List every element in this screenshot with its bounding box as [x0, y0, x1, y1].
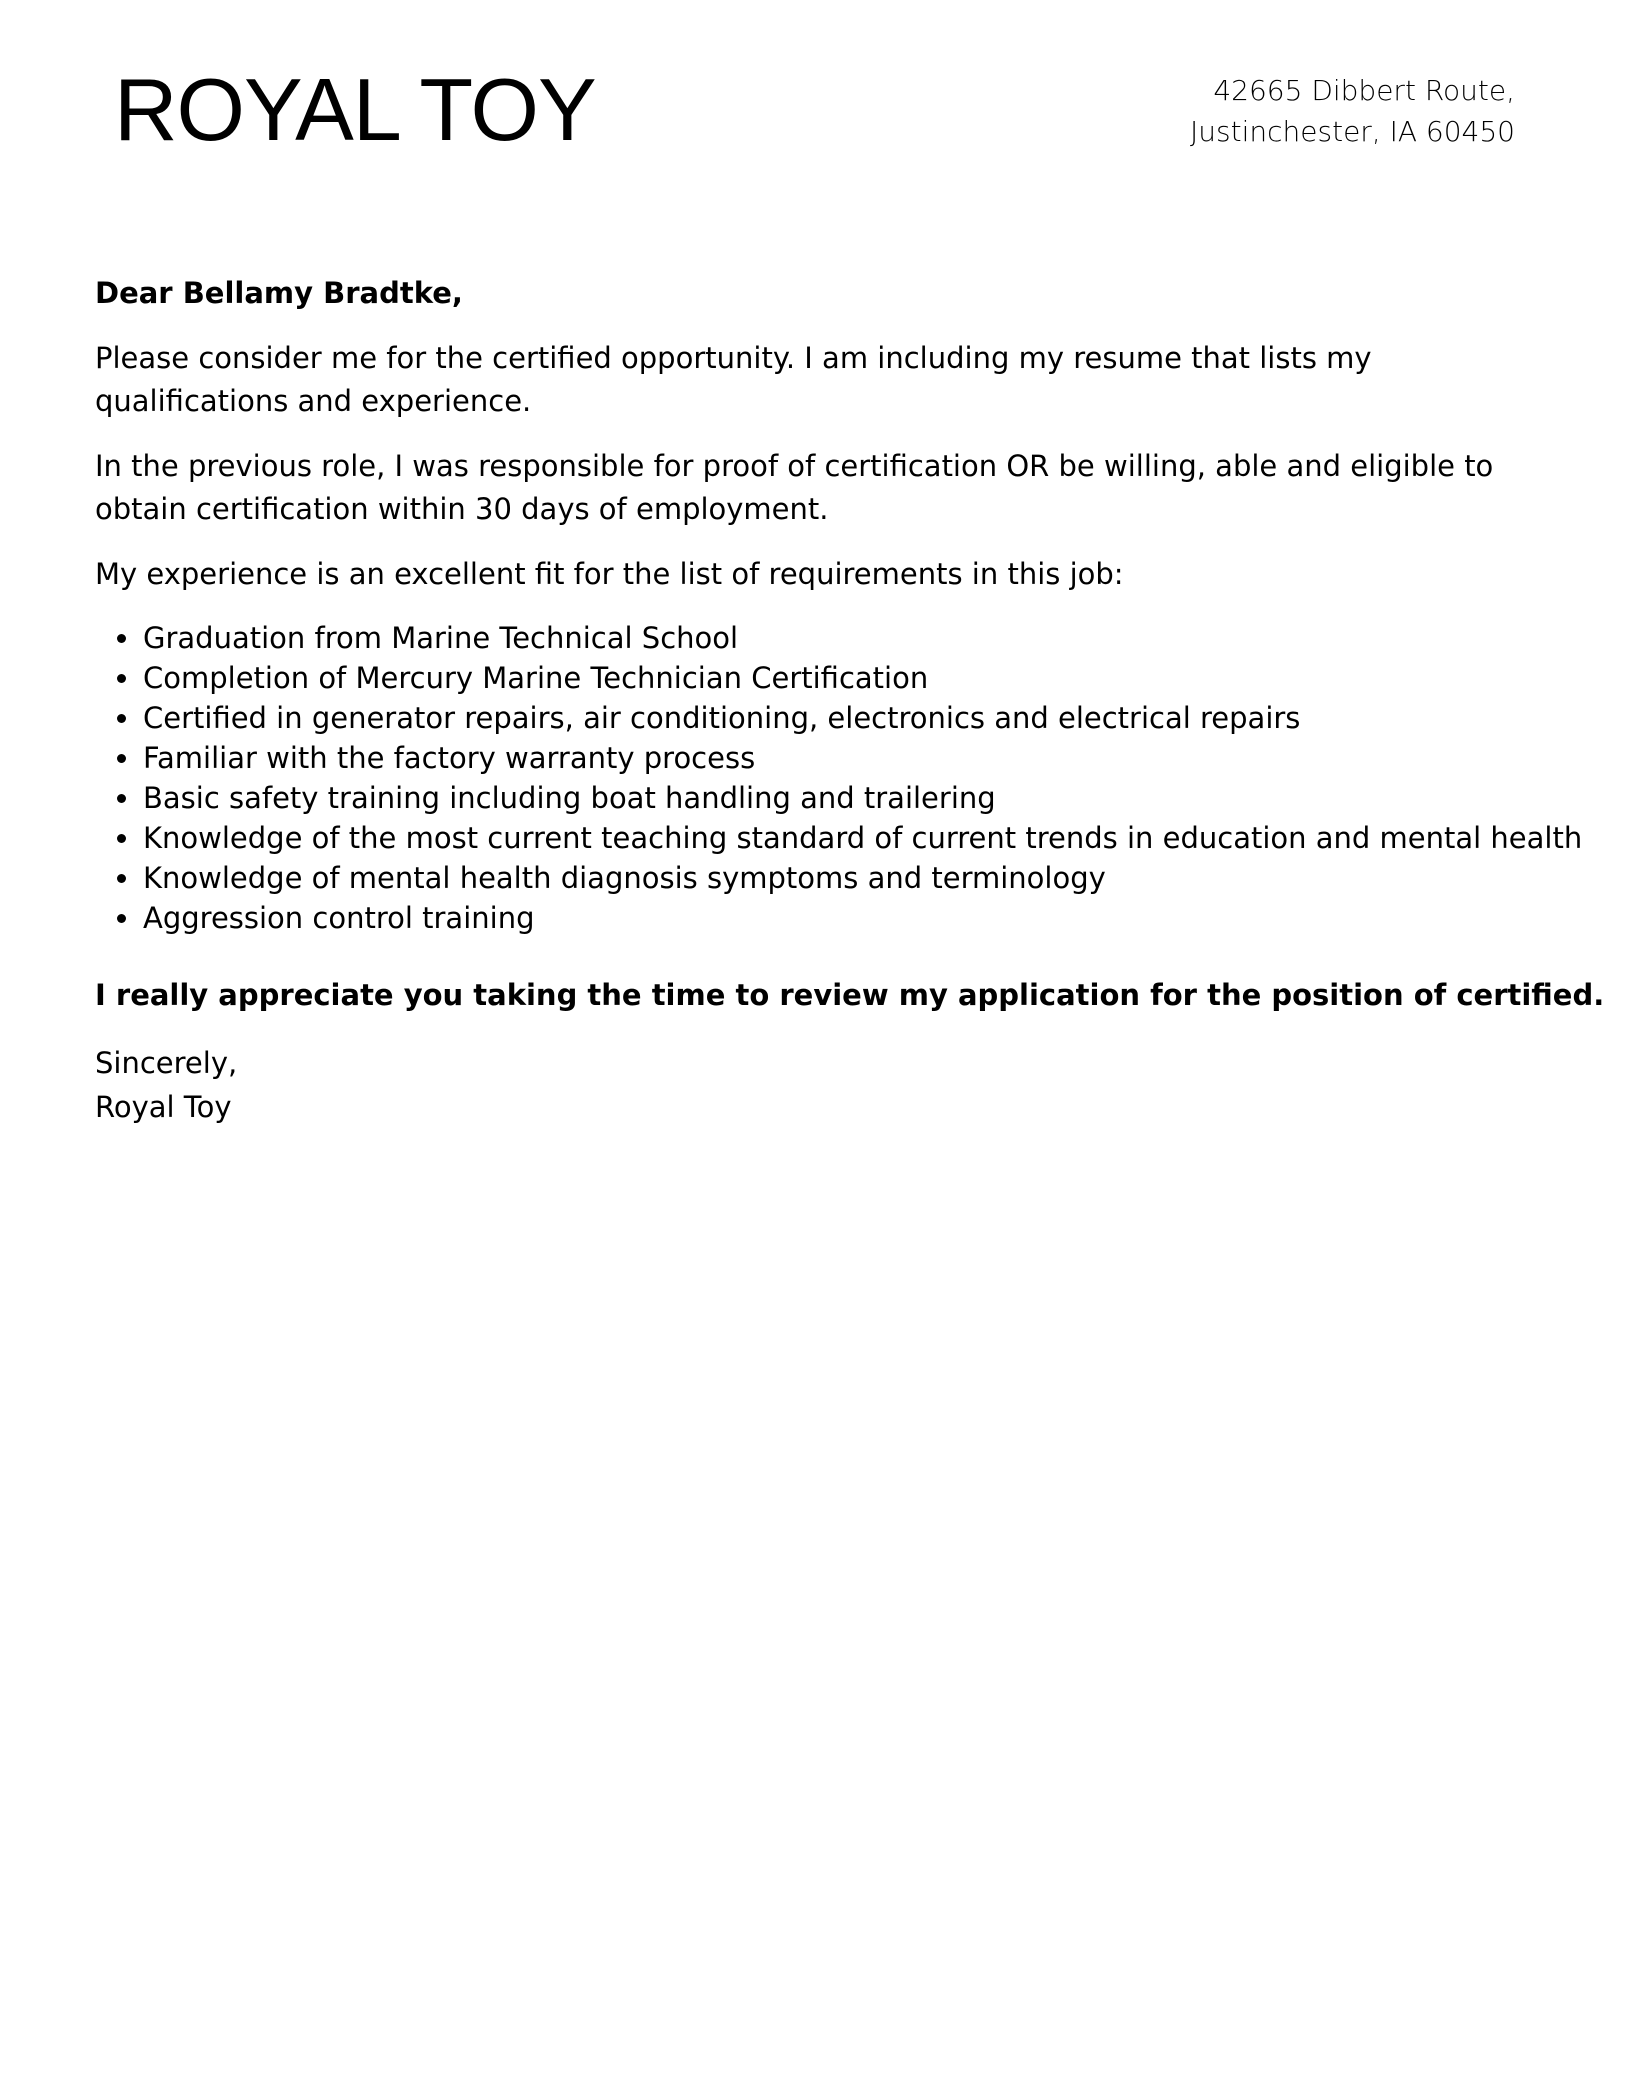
list-item-text: Certified in generator repairs, air conditioning, electronics and electrical repairs	[143, 701, 1301, 735]
list-item	[95, 618, 1555, 658]
address-line-2: Justinchester, IA 60450	[1190, 115, 1515, 148]
bullet-icon	[117, 914, 126, 923]
paragraph-requirements-lead: My experience is an excellent fit for the list of requirements in this job:	[95, 557, 1124, 591]
list-item-text: Knowledge of mental health diagnosis symptoms and terminology	[143, 861, 1106, 895]
list-item	[95, 898, 1555, 938]
signoff: Sincerely,	[95, 1046, 238, 1080]
list-item	[95, 658, 1555, 698]
bullet-icon	[117, 674, 126, 683]
bullet-icon	[117, 634, 126, 643]
letter-body	[95, 272, 1605, 1129]
closing-statement: I really appreciate you taking the time to review my application for the position of certified.	[95, 978, 1605, 1012]
applicant-address	[1190, 70, 1515, 152]
list-item	[95, 778, 1555, 818]
paragraph-intro: Please consider me for the certified opportunity. I am including my resume that lists my qualifications and experience.	[95, 341, 1372, 418]
salutation: Dear Bellamy Bradtke,	[95, 276, 463, 310]
bullet-icon	[117, 794, 126, 803]
bullet-icon	[117, 834, 126, 843]
signoff-block	[95, 1041, 1555, 1129]
list-item	[95, 698, 1555, 738]
list-item-text: Basic safety training including boat handling and trailering	[143, 781, 996, 815]
list-item-text: Familiar with the factory warranty process	[143, 741, 756, 775]
signature: Royal Toy	[95, 1090, 232, 1124]
list-item-text: Aggression control training	[143, 901, 535, 935]
address-line-1: 42665 Dibbert Route,	[1213, 74, 1515, 107]
bullet-icon	[117, 754, 126, 763]
list-item-text: Knowledge of the most current teaching standard of current trends in education and mental health	[143, 821, 1583, 855]
paragraph-previous-role: In the previous role, I was responsible for proof of certification OR be willing, able and eligible to obtain certification within 30 days of employment.	[95, 449, 1494, 526]
list-item	[95, 818, 1583, 858]
list-item	[95, 858, 1555, 898]
requirements-list	[95, 618, 1583, 938]
list-item-text: Graduation from Marine Technical School	[143, 621, 739, 655]
applicant-name: ROYAL TOY	[114, 60, 596, 159]
bullet-icon	[117, 874, 126, 883]
bullet-icon	[117, 714, 126, 723]
list-item-text: Completion of Mercury Marine Technician Certification	[143, 661, 929, 695]
list-item	[95, 738, 1555, 778]
